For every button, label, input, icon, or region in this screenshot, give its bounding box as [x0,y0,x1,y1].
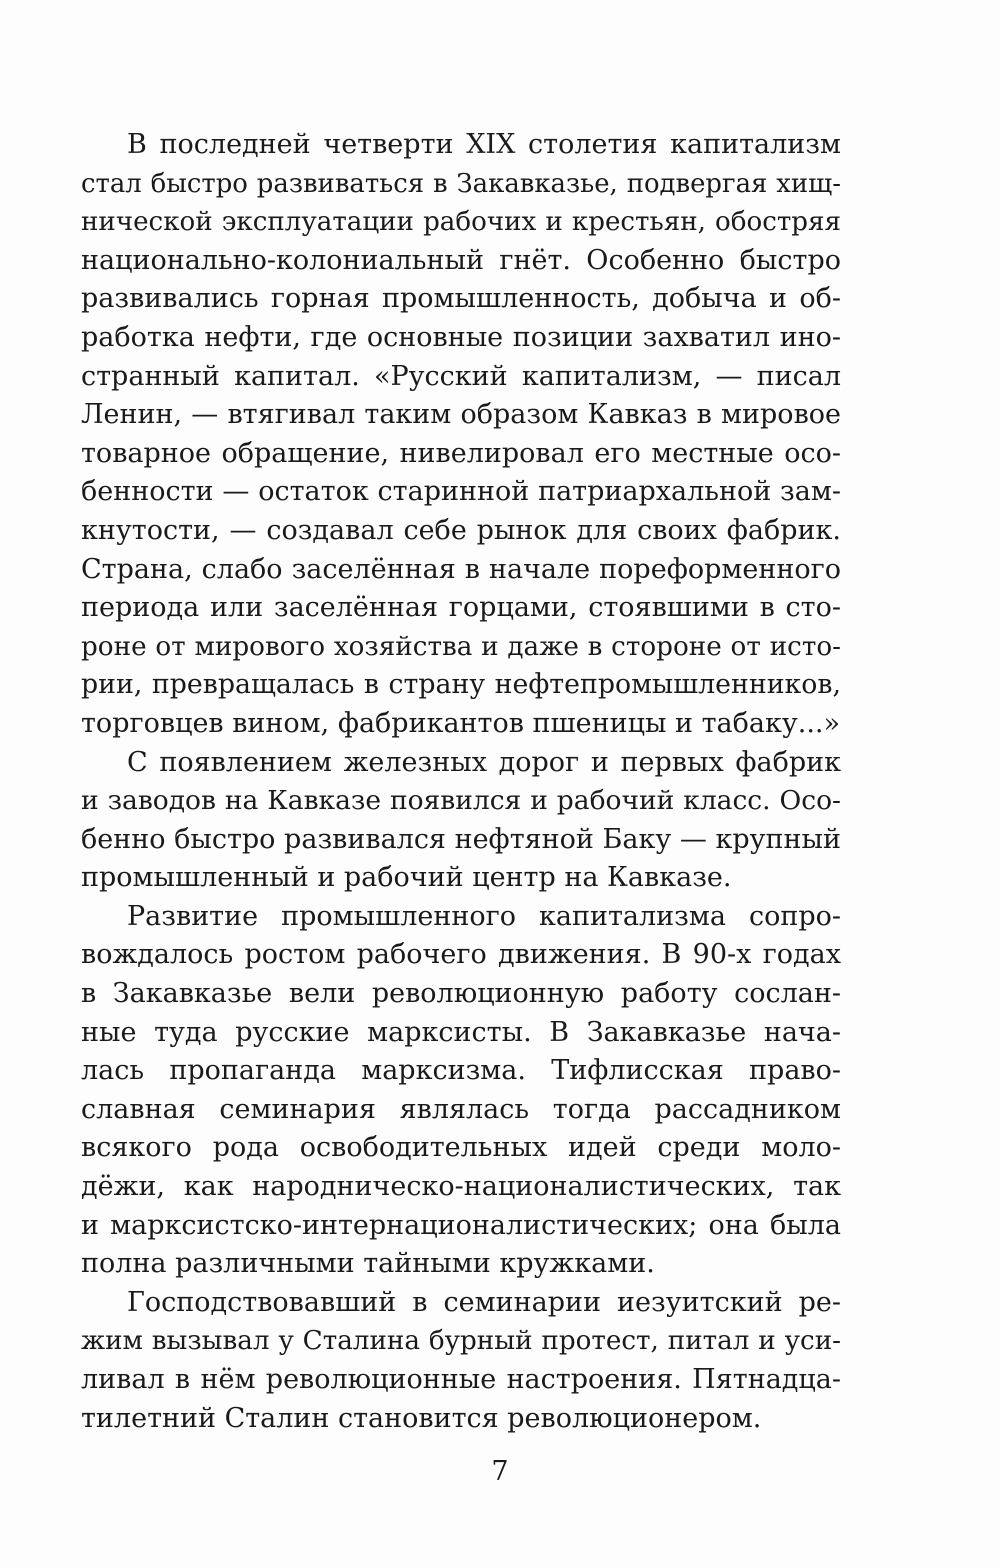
paragraph-1 [81,126,841,744]
text-line: Страна, слабо заселённая в начале пореформенного [81,553,841,585]
text-line: Развитие промышленного капитализма сопро- [127,900,841,932]
text-line: стал быстро развиваться в Закавказье, подвергая хищ- [81,168,841,199]
text-line: товарное обращение, нивелировал его местные осо- [81,437,841,469]
text-line: ные туда русские марксисты. В Закавказье нача- [81,1016,841,1048]
text-line: всякого рода освободительных идей среди моло- [81,1132,841,1164]
text-line: кнутости, — создавал себе рынок для своих фабрик. [81,514,841,546]
paragraph-4 [81,1284,841,1438]
text-line: торговцев вином, фабрикантов пшеницы и табаку...» [81,707,841,739]
text-line: тилетний Сталин становится революционером. [81,1402,762,1434]
text-line: славная семинария являлась тогда рассадником [81,1093,841,1125]
text-line: ливал в нём революционные настроения. Пятнадца- [81,1364,841,1395]
text-line: лась пропаганда марксизма. Тифлисская право- [81,1055,841,1087]
text-line: национально-колониальный гнёт. Особенно быстро [81,244,841,276]
body-text [81,126,841,1438]
text-line: и марксистско-интернационалистических; она была [81,1209,841,1241]
text-line: роне от мирового хозяйства и даже в стороне от исто- [81,631,841,662]
text-line: Господствовавший в семинарии иезуитский ре- [127,1286,841,1318]
text-line: Ленин, — втягивал таким образом Кавказ в мировое [81,399,841,431]
text-line: бенности — остаток старинной патриархальной зам- [81,476,841,508]
text-line: в Закавказье вели революционную работу сослан- [81,978,841,1010]
text-line: промышленный и рабочий центр на Кавказе. [81,862,732,894]
text-line: работка нефти, где основные позиции захватил ино- [81,321,841,353]
paragraph-3 [81,898,841,1284]
text-line: вождалось ростом рабочего движения. В 90-х годах [81,939,841,971]
text-line: и заводов на Кавказе появился и рабочий класс. Осо- [81,785,841,817]
text-line: жим вызывал у Сталина бурный протест, питал и уси- [81,1326,841,1357]
text-line: В последней четверти XIX столетия капитализм [127,129,841,160]
page-number: 7 [491,1456,509,1487]
text-line: странный капитал. «Русский капитализм, — писал [81,360,841,392]
text-line: развивались горная промышленность, добыча и об- [81,283,841,315]
text-line: С появлением железных дорог и первых фабрик [127,746,841,778]
text-line: дёжи, как народническо-националистических, так [81,1171,841,1203]
text-line: бенно быстро развивался нефтяной Баку — крупный [81,823,841,855]
paragraph-2 [81,744,841,898]
text-line: полна различными тайными кружками. [81,1248,655,1280]
text-line: периода или заселённая горцами, стоявшими в сто- [81,592,841,624]
text-line: нической эксплуатации рабочих и крестьян, обостряя [81,207,841,238]
text-line: рии, превращалась в страну нефтепромышленников, [81,669,841,701]
